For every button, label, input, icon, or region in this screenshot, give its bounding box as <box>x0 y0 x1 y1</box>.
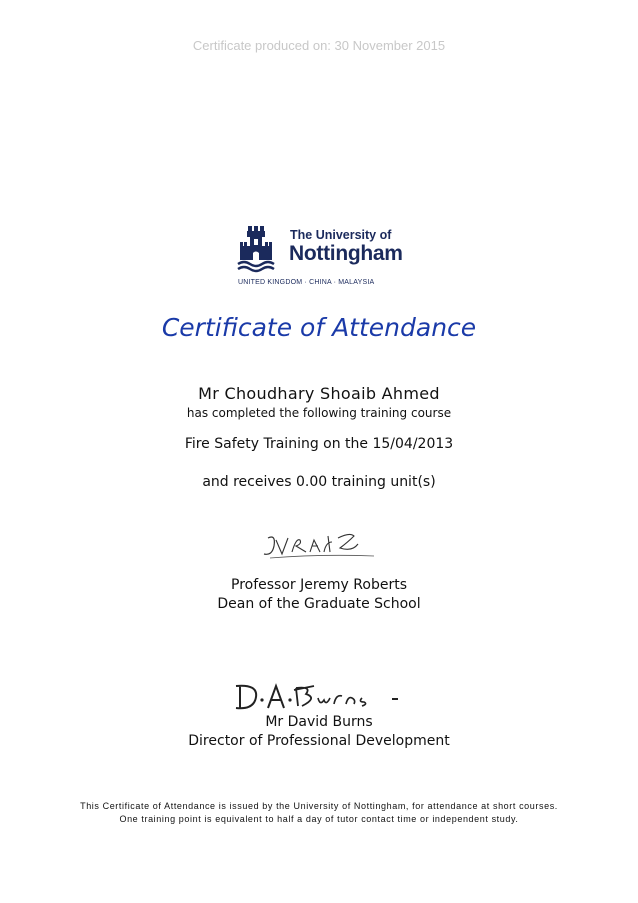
university-logo <box>234 222 414 292</box>
castle-crest-icon <box>234 222 282 278</box>
training-units: and receives 0.00 training unit(s) <box>202 474 436 490</box>
signatory-2-name: Mr David Burns <box>265 714 373 730</box>
logo-tagline: UNITED KINGDOM · CHINA · MALAYSIA <box>238 279 375 286</box>
signature-roberts-image <box>262 528 382 564</box>
footer-issuance-note: This Certificate of Attendance is issued by the University of Nottingham, for attendance at short courses. <box>80 801 558 811</box>
signatory-2-title: Director of Professional Development <box>188 733 450 749</box>
certificate-produced-date: Certificate produced on: 30 November 2015 <box>192 38 446 53</box>
footer-training-point-note: One training point is equivalent to half a day of tutor contact time or independent study. <box>119 814 519 824</box>
signature-burns-image <box>232 680 412 714</box>
recipient-name: Mr Choudhary Shoaib Ahmed <box>198 384 440 403</box>
certificate-title: Certificate of Attendance <box>161 313 477 342</box>
logo-text-line1: The University of <box>290 228 392 242</box>
signatory-1-name: Professor Jeremy Roberts <box>231 577 407 593</box>
signatory-1-title: Dean of the Graduate School <box>217 596 421 612</box>
completed-statement: has completed the following training course <box>186 406 452 420</box>
logo-text-line2: Nottingham <box>289 242 403 265</box>
course-details: Fire Safety Training on the 15/04/2013 <box>184 436 454 452</box>
